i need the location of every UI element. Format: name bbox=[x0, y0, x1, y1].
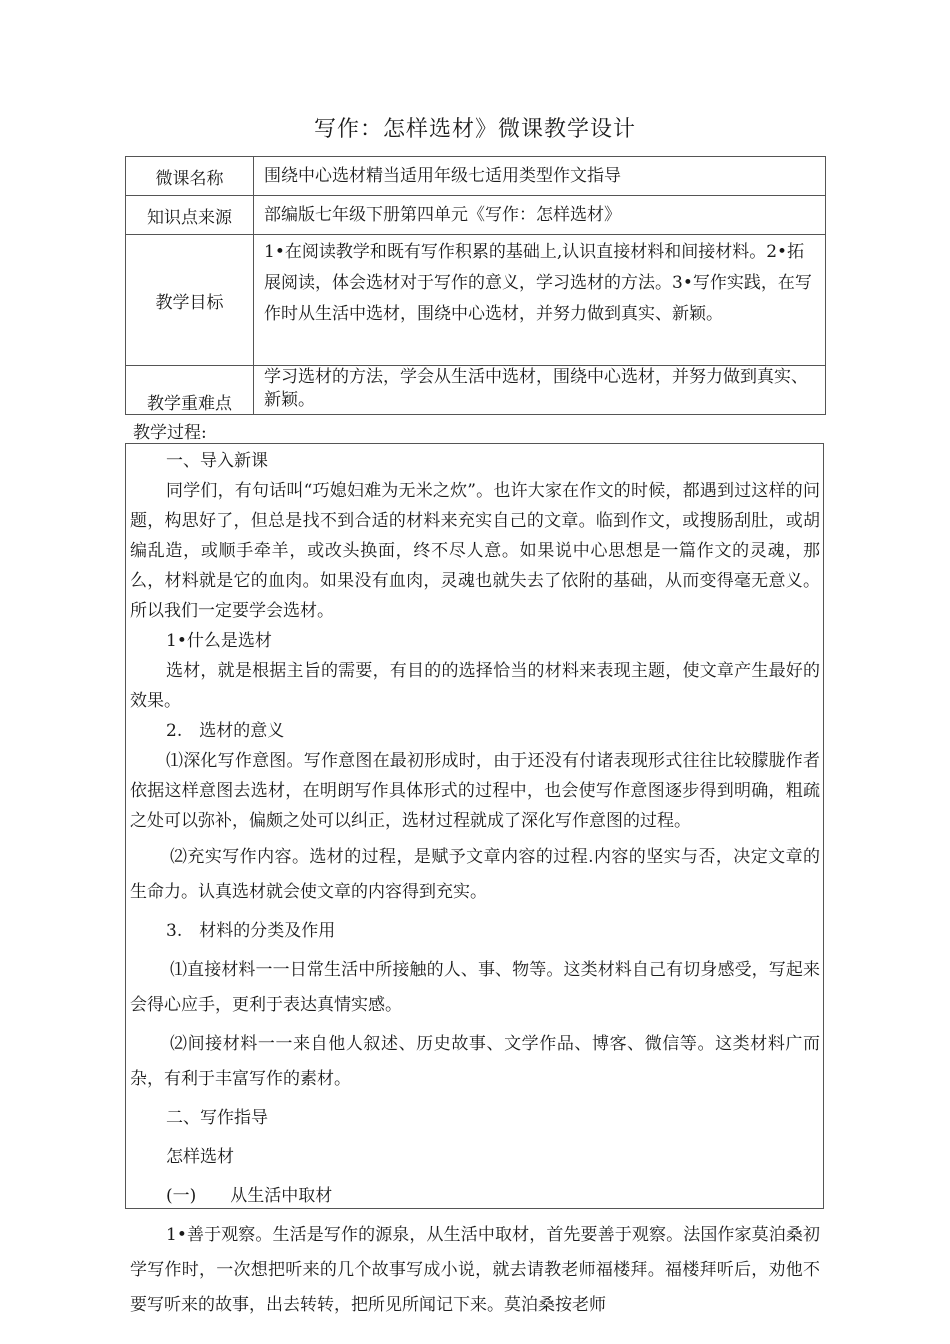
row-value-course-name: 围绕中心选材精当适用年级七适用类型作文指导 bbox=[254, 157, 826, 196]
subheading: 2. 选材的意义 bbox=[166, 721, 285, 741]
section-heading: 二、写作指导 bbox=[166, 1108, 268, 1128]
row-value-objectives: 1•在阅读教学和既有写作积累的基础上,认识直接材料和间接材料。2•拓展阅读，体会选材对于写作的意义，学习选材的方法。3•写作实践，在写作时从生活中选材，围绕中心选材，并努力做到真实、新颖。 bbox=[254, 235, 826, 366]
course-info-table bbox=[125, 156, 826, 415]
teaching-process-box bbox=[125, 443, 824, 1315]
row-label-source: 知识点来源 bbox=[126, 196, 254, 235]
paragraph: 选材，就是根据主旨的需要，有目的的选择恰当的材料来表现主题，使文章产生最好的效果。 bbox=[130, 661, 820, 711]
table-row bbox=[126, 235, 826, 366]
document-title: 写作：怎样选材》微课教学设计 bbox=[313, 117, 636, 142]
table-row bbox=[126, 366, 826, 415]
row-label-course-name: 微课名称 bbox=[126, 157, 254, 196]
paragraph: ⑴深化写作意图。写作意图在最初形成时，由于还没有付诸表现形式往往比较朦胧作者依据这样意图去选材，在明朗写作具体形式的过程中，也会使写作意图逐步得到明确，粗疏之处可以弥补，偏颇之处可以纠正，选材过程就成了深化写作意图的过程。 bbox=[130, 751, 820, 831]
paragraph: 1•善于观察。生活是写作的源泉，从生活中取材，首先要善于观察。法国作家莫泊桑初学写作时，一次想把听来的几个故事写成小说，就去请教老师福楼拜。福楼拜听后，劝他不要写听来的故事，出去转转，把所见所闻记下来。莫泊桑按老师 bbox=[130, 1225, 820, 1315]
paragraph: ⑵间接材料一一来自他人叙述、历史故事、文学作品、博客、微信等。这类材料广而杂，有利于丰富写作的素材。 bbox=[130, 1034, 820, 1089]
subheading: 3. 材料的分类及作用 bbox=[166, 921, 336, 941]
row-label-objectives: 教学目标 bbox=[126, 235, 254, 366]
row-value-key-points: 学习选材的方法，学会从生活中选材，围绕中心选材，并努力做到真实、新颖。 bbox=[254, 366, 826, 415]
paragraph: ⑴直接材料一一日常生活中所接触的人、事、物等。这类材料自己有切身感受，写起来会得心应手，更利于表达真情实感。 bbox=[130, 960, 820, 1015]
paragraph: 同学们，有句话叫“巧媳妇难为无米之炊”。也许大家在作文的时候，都遇到过这样的问题，构思好了，但总是找不到合适的材料来充实自己的文章。临到作文，或搜肠刮肚，或胡编乱造，或顺手牵羊，或改头换面，终不尽人意。如果说中心思想是一篇作文的灵魂，那么，材料就是它的血肉。如果没有血肉，灵魂也就失去了依附的基础，从而变得毫无意义。所以我们一定要学会选材。 bbox=[130, 481, 820, 621]
row-value-source: 部编版七年级下册第四单元《写作：怎样选材》 bbox=[254, 196, 826, 235]
section-heading: 一、导入新课 bbox=[166, 451, 268, 471]
process-label: 教学过程: bbox=[133, 423, 207, 443]
subheading: 怎样选材 bbox=[166, 1147, 234, 1167]
subheading: (一) 从生活中取材 bbox=[166, 1186, 333, 1206]
row-label-key-points: 教学重难点 bbox=[126, 366, 254, 415]
paragraph: ⑵充实写作内容。选材的过程，是赋予文章内容的过程.内容的坚实与否，决定文章的生命力。认真选材就会使文章的内容得到充实。 bbox=[130, 847, 820, 902]
table-row bbox=[126, 196, 826, 235]
table-row bbox=[126, 157, 826, 196]
subheading: 1•什么是选材 bbox=[166, 631, 272, 651]
